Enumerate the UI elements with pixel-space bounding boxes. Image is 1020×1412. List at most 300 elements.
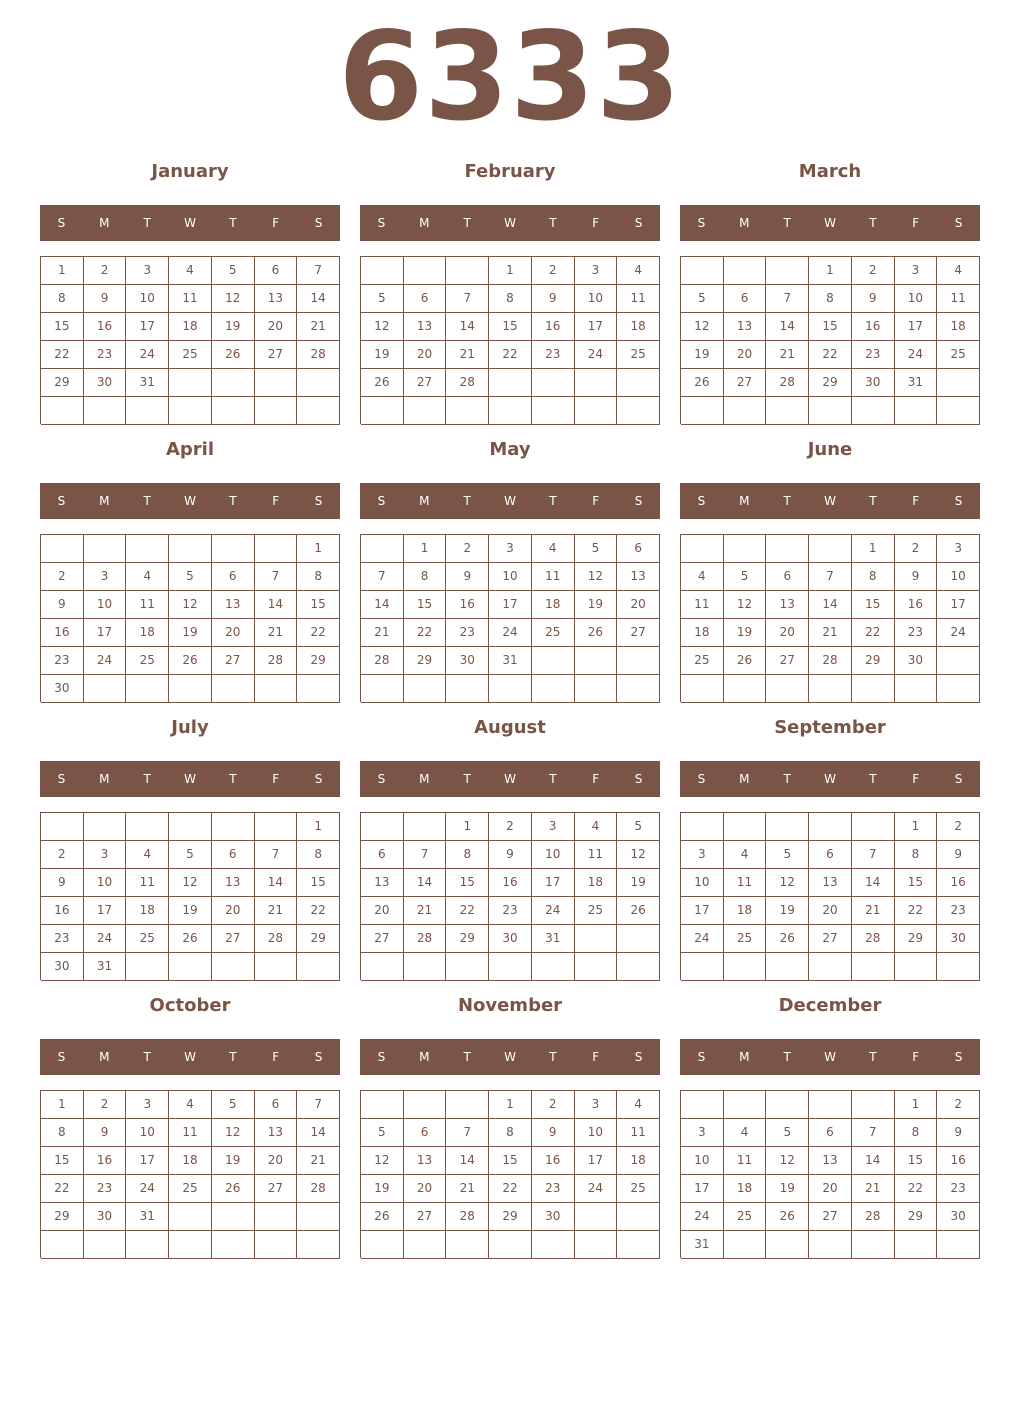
day-cell[interactable]: 8 [297, 841, 340, 869]
day-cell[interactable]: 5 [617, 813, 660, 841]
day-cell[interactable]: 2 [532, 1091, 575, 1119]
day-cell[interactable]: 17 [937, 591, 980, 619]
day-cell[interactable]: 11 [532, 563, 575, 591]
day-cell[interactable]: 31 [84, 953, 127, 981]
day-cell[interactable]: 11 [169, 285, 212, 313]
day-cell[interactable]: 11 [724, 1147, 767, 1175]
day-cell[interactable]: 23 [532, 341, 575, 369]
day-cell[interactable]: 18 [617, 1147, 660, 1175]
day-cell[interactable]: 26 [212, 1175, 255, 1203]
day-cell[interactable]: 14 [446, 313, 489, 341]
day-cell[interactable]: 5 [361, 1119, 404, 1147]
day-cell[interactable]: 30 [446, 647, 489, 675]
day-cell[interactable]: 29 [41, 1203, 84, 1231]
day-cell[interactable]: 9 [41, 869, 84, 897]
day-cell[interactable]: 29 [404, 647, 447, 675]
day-cell[interactable]: 1 [446, 813, 489, 841]
day-cell[interactable]: 25 [724, 925, 767, 953]
day-cell[interactable]: 4 [575, 813, 618, 841]
day-cell[interactable]: 13 [809, 869, 852, 897]
day-cell[interactable]: 21 [297, 313, 340, 341]
day-cell[interactable]: 1 [895, 813, 938, 841]
day-cell[interactable]: 23 [937, 1175, 980, 1203]
day-cell[interactable]: 28 [852, 1203, 895, 1231]
day-cell[interactable]: 23 [937, 897, 980, 925]
day-cell[interactable]: 8 [297, 563, 340, 591]
day-cell[interactable]: 9 [937, 1119, 980, 1147]
day-cell[interactable]: 8 [41, 285, 84, 313]
day-cell[interactable]: 2 [84, 1091, 127, 1119]
day-cell[interactable]: 22 [895, 897, 938, 925]
day-cell[interactable]: 31 [126, 369, 169, 397]
day-cell[interactable]: 4 [169, 257, 212, 285]
day-cell[interactable]: 22 [404, 619, 447, 647]
day-cell[interactable]: 1 [895, 1091, 938, 1119]
day-cell[interactable]: 11 [169, 1119, 212, 1147]
day-cell[interactable]: 16 [84, 313, 127, 341]
day-cell[interactable]: 12 [169, 591, 212, 619]
day-cell[interactable]: 22 [41, 341, 84, 369]
day-cell[interactable]: 21 [255, 897, 298, 925]
day-cell[interactable]: 14 [446, 1147, 489, 1175]
day-cell[interactable]: 23 [489, 897, 532, 925]
day-cell[interactable]: 13 [724, 313, 767, 341]
day-cell[interactable]: 19 [681, 341, 724, 369]
day-cell[interactable]: 10 [489, 563, 532, 591]
day-cell[interactable]: 8 [489, 285, 532, 313]
day-cell[interactable]: 10 [84, 869, 127, 897]
day-cell[interactable]: 24 [84, 925, 127, 953]
day-cell[interactable]: 19 [766, 897, 809, 925]
day-cell[interactable]: 13 [361, 869, 404, 897]
day-cell[interactable]: 20 [809, 897, 852, 925]
day-cell[interactable]: 6 [809, 841, 852, 869]
day-cell[interactable]: 19 [169, 897, 212, 925]
day-cell[interactable]: 28 [361, 647, 404, 675]
day-cell[interactable]: 7 [255, 563, 298, 591]
day-cell[interactable]: 15 [895, 869, 938, 897]
day-cell[interactable]: 20 [212, 897, 255, 925]
day-cell[interactable]: 1 [852, 535, 895, 563]
day-cell[interactable]: 5 [169, 563, 212, 591]
day-cell[interactable]: 28 [404, 925, 447, 953]
day-cell[interactable]: 29 [297, 647, 340, 675]
day-cell[interactable]: 26 [766, 925, 809, 953]
day-cell[interactable]: 3 [575, 1091, 618, 1119]
day-cell[interactable]: 26 [766, 1203, 809, 1231]
day-cell[interactable]: 4 [681, 563, 724, 591]
day-cell[interactable]: 7 [297, 1091, 340, 1119]
day-cell[interactable]: 21 [446, 1175, 489, 1203]
day-cell[interactable]: 1 [41, 257, 84, 285]
day-cell[interactable]: 7 [852, 1119, 895, 1147]
day-cell[interactable]: 23 [532, 1175, 575, 1203]
day-cell[interactable]: 7 [361, 563, 404, 591]
day-cell[interactable]: 13 [404, 1147, 447, 1175]
day-cell[interactable]: 3 [84, 841, 127, 869]
day-cell[interactable]: 26 [361, 1203, 404, 1231]
day-cell[interactable]: 27 [212, 647, 255, 675]
day-cell[interactable]: 6 [404, 1119, 447, 1147]
day-cell[interactable]: 2 [489, 813, 532, 841]
day-cell[interactable]: 2 [895, 535, 938, 563]
day-cell[interactable]: 29 [852, 647, 895, 675]
day-cell[interactable]: 11 [617, 285, 660, 313]
day-cell[interactable]: 26 [212, 341, 255, 369]
day-cell[interactable]: 20 [724, 341, 767, 369]
day-cell[interactable]: 13 [212, 591, 255, 619]
day-cell[interactable]: 23 [84, 1175, 127, 1203]
day-cell[interactable]: 1 [404, 535, 447, 563]
day-cell[interactable]: 2 [41, 563, 84, 591]
day-cell[interactable]: 27 [361, 925, 404, 953]
day-cell[interactable]: 27 [724, 369, 767, 397]
day-cell[interactable]: 1 [489, 1091, 532, 1119]
day-cell[interactable]: 19 [575, 591, 618, 619]
day-cell[interactable]: 19 [724, 619, 767, 647]
day-cell[interactable]: 29 [809, 369, 852, 397]
day-cell[interactable]: 25 [126, 647, 169, 675]
day-cell[interactable]: 14 [297, 1119, 340, 1147]
day-cell[interactable]: 30 [937, 925, 980, 953]
day-cell[interactable]: 16 [895, 591, 938, 619]
day-cell[interactable]: 6 [255, 1091, 298, 1119]
day-cell[interactable]: 21 [766, 341, 809, 369]
day-cell[interactable]: 18 [724, 1175, 767, 1203]
day-cell[interactable]: 11 [126, 869, 169, 897]
day-cell[interactable]: 18 [169, 313, 212, 341]
day-cell[interactable]: 27 [809, 925, 852, 953]
day-cell[interactable]: 16 [532, 1147, 575, 1175]
day-cell[interactable]: 20 [617, 591, 660, 619]
day-cell[interactable]: 30 [84, 1203, 127, 1231]
day-cell[interactable]: 12 [212, 285, 255, 313]
day-cell[interactable]: 17 [575, 1147, 618, 1175]
day-cell[interactable]: 2 [446, 535, 489, 563]
day-cell[interactable]: 2 [532, 257, 575, 285]
day-cell[interactable]: 9 [532, 1119, 575, 1147]
day-cell[interactable]: 24 [937, 619, 980, 647]
day-cell[interactable]: 4 [937, 257, 980, 285]
day-cell[interactable]: 1 [489, 257, 532, 285]
day-cell[interactable]: 16 [41, 619, 84, 647]
day-cell[interactable]: 6 [617, 535, 660, 563]
day-cell[interactable]: 22 [297, 897, 340, 925]
day-cell[interactable]: 14 [255, 869, 298, 897]
day-cell[interactable]: 3 [681, 841, 724, 869]
day-cell[interactable]: 7 [446, 285, 489, 313]
day-cell[interactable]: 26 [681, 369, 724, 397]
day-cell[interactable]: 31 [532, 925, 575, 953]
day-cell[interactable]: 6 [212, 563, 255, 591]
day-cell[interactable]: 3 [126, 257, 169, 285]
day-cell[interactable]: 21 [852, 897, 895, 925]
day-cell[interactable]: 8 [895, 841, 938, 869]
day-cell[interactable]: 9 [852, 285, 895, 313]
day-cell[interactable]: 5 [169, 841, 212, 869]
day-cell[interactable]: 28 [255, 647, 298, 675]
day-cell[interactable]: 16 [489, 869, 532, 897]
day-cell[interactable]: 4 [532, 535, 575, 563]
day-cell[interactable]: 24 [126, 1175, 169, 1203]
day-cell[interactable]: 24 [126, 341, 169, 369]
day-cell[interactable]: 14 [852, 869, 895, 897]
day-cell[interactable]: 30 [852, 369, 895, 397]
day-cell[interactable]: 28 [297, 341, 340, 369]
day-cell[interactable]: 20 [404, 1175, 447, 1203]
day-cell[interactable]: 10 [937, 563, 980, 591]
day-cell[interactable]: 14 [852, 1147, 895, 1175]
day-cell[interactable]: 15 [446, 869, 489, 897]
day-cell[interactable]: 8 [809, 285, 852, 313]
day-cell[interactable]: 16 [532, 313, 575, 341]
day-cell[interactable]: 31 [895, 369, 938, 397]
day-cell[interactable]: 8 [446, 841, 489, 869]
day-cell[interactable]: 3 [895, 257, 938, 285]
day-cell[interactable]: 5 [212, 257, 255, 285]
day-cell[interactable]: 25 [617, 1175, 660, 1203]
day-cell[interactable]: 20 [404, 341, 447, 369]
day-cell[interactable]: 15 [41, 313, 84, 341]
day-cell[interactable]: 12 [361, 313, 404, 341]
day-cell[interactable]: 8 [41, 1119, 84, 1147]
day-cell[interactable]: 3 [937, 535, 980, 563]
day-cell[interactable]: 31 [126, 1203, 169, 1231]
day-cell[interactable]: 30 [489, 925, 532, 953]
day-cell[interactable]: 21 [361, 619, 404, 647]
day-cell[interactable]: 14 [809, 591, 852, 619]
day-cell[interactable]: 15 [404, 591, 447, 619]
day-cell[interactable]: 17 [489, 591, 532, 619]
day-cell[interactable]: 12 [724, 591, 767, 619]
day-cell[interactable]: 13 [255, 1119, 298, 1147]
day-cell[interactable]: 29 [446, 925, 489, 953]
day-cell[interactable]: 12 [766, 1147, 809, 1175]
day-cell[interactable]: 20 [255, 1147, 298, 1175]
day-cell[interactable]: 16 [41, 897, 84, 925]
day-cell[interactable]: 19 [212, 313, 255, 341]
day-cell[interactable]: 17 [532, 869, 575, 897]
day-cell[interactable]: 31 [681, 1231, 724, 1259]
day-cell[interactable]: 15 [489, 313, 532, 341]
day-cell[interactable]: 24 [681, 925, 724, 953]
day-cell[interactable]: 4 [724, 841, 767, 869]
day-cell[interactable]: 4 [169, 1091, 212, 1119]
day-cell[interactable]: 1 [297, 813, 340, 841]
day-cell[interactable]: 20 [361, 897, 404, 925]
day-cell[interactable]: 9 [937, 841, 980, 869]
day-cell[interactable]: 21 [446, 341, 489, 369]
day-cell[interactable]: 6 [212, 841, 255, 869]
day-cell[interactable]: 6 [766, 563, 809, 591]
day-cell[interactable]: 2 [41, 841, 84, 869]
day-cell[interactable]: 18 [681, 619, 724, 647]
day-cell[interactable]: 12 [681, 313, 724, 341]
day-cell[interactable]: 14 [361, 591, 404, 619]
day-cell[interactable]: 21 [297, 1147, 340, 1175]
day-cell[interactable]: 30 [41, 953, 84, 981]
day-cell[interactable]: 15 [41, 1147, 84, 1175]
day-cell[interactable]: 13 [255, 285, 298, 313]
day-cell[interactable]: 15 [809, 313, 852, 341]
day-cell[interactable]: 5 [575, 535, 618, 563]
day-cell[interactable]: 28 [852, 925, 895, 953]
day-cell[interactable]: 17 [126, 1147, 169, 1175]
day-cell[interactable]: 4 [724, 1119, 767, 1147]
day-cell[interactable]: 25 [937, 341, 980, 369]
day-cell[interactable]: 24 [532, 897, 575, 925]
day-cell[interactable]: 10 [532, 841, 575, 869]
day-cell[interactable]: 11 [681, 591, 724, 619]
day-cell[interactable]: 15 [489, 1147, 532, 1175]
day-cell[interactable]: 10 [126, 285, 169, 313]
day-cell[interactable]: 2 [937, 813, 980, 841]
day-cell[interactable]: 22 [489, 1175, 532, 1203]
day-cell[interactable]: 11 [126, 591, 169, 619]
day-cell[interactable]: 27 [255, 1175, 298, 1203]
day-cell[interactable]: 11 [937, 285, 980, 313]
day-cell[interactable]: 31 [489, 647, 532, 675]
day-cell[interactable]: 15 [297, 869, 340, 897]
day-cell[interactable]: 10 [84, 591, 127, 619]
day-cell[interactable]: 3 [575, 257, 618, 285]
day-cell[interactable]: 21 [852, 1175, 895, 1203]
day-cell[interactable]: 7 [446, 1119, 489, 1147]
day-cell[interactable]: 30 [41, 675, 84, 703]
day-cell[interactable]: 25 [617, 341, 660, 369]
day-cell[interactable]: 2 [937, 1091, 980, 1119]
day-cell[interactable]: 22 [297, 619, 340, 647]
day-cell[interactable]: 10 [575, 1119, 618, 1147]
day-cell[interactable]: 28 [766, 369, 809, 397]
day-cell[interactable]: 18 [126, 619, 169, 647]
day-cell[interactable]: 23 [895, 619, 938, 647]
day-cell[interactable]: 16 [446, 591, 489, 619]
day-cell[interactable]: 20 [255, 313, 298, 341]
day-cell[interactable]: 1 [809, 257, 852, 285]
day-cell[interactable]: 21 [809, 619, 852, 647]
day-cell[interactable]: 13 [404, 313, 447, 341]
day-cell[interactable]: 17 [681, 897, 724, 925]
day-cell[interactable]: 5 [766, 841, 809, 869]
day-cell[interactable]: 25 [169, 341, 212, 369]
day-cell[interactable]: 18 [724, 897, 767, 925]
day-cell[interactable]: 27 [766, 647, 809, 675]
day-cell[interactable]: 3 [681, 1119, 724, 1147]
day-cell[interactable]: 29 [895, 1203, 938, 1231]
day-cell[interactable]: 28 [446, 369, 489, 397]
day-cell[interactable]: 9 [84, 285, 127, 313]
day-cell[interactable]: 14 [766, 313, 809, 341]
day-cell[interactable]: 21 [404, 897, 447, 925]
day-cell[interactable]: 10 [681, 869, 724, 897]
day-cell[interactable]: 3 [489, 535, 532, 563]
day-cell[interactable]: 22 [489, 341, 532, 369]
day-cell[interactable]: 15 [895, 1147, 938, 1175]
day-cell[interactable]: 9 [41, 591, 84, 619]
day-cell[interactable]: 8 [404, 563, 447, 591]
day-cell[interactable]: 30 [84, 369, 127, 397]
day-cell[interactable]: 4 [126, 563, 169, 591]
day-cell[interactable]: 12 [361, 1147, 404, 1175]
day-cell[interactable]: 8 [895, 1119, 938, 1147]
day-cell[interactable]: 13 [766, 591, 809, 619]
day-cell[interactable]: 7 [297, 257, 340, 285]
day-cell[interactable]: 17 [84, 619, 127, 647]
day-cell[interactable]: 5 [724, 563, 767, 591]
day-cell[interactable]: 18 [575, 869, 618, 897]
day-cell[interactable]: 27 [617, 619, 660, 647]
day-cell[interactable]: 24 [575, 1175, 618, 1203]
day-cell[interactable]: 26 [575, 619, 618, 647]
day-cell[interactable]: 15 [297, 591, 340, 619]
day-cell[interactable]: 2 [852, 257, 895, 285]
day-cell[interactable]: 15 [852, 591, 895, 619]
day-cell[interactable]: 12 [766, 869, 809, 897]
day-cell[interactable]: 30 [895, 647, 938, 675]
day-cell[interactable]: 24 [489, 619, 532, 647]
day-cell[interactable]: 10 [681, 1147, 724, 1175]
day-cell[interactable]: 29 [41, 369, 84, 397]
day-cell[interactable]: 6 [255, 257, 298, 285]
day-cell[interactable]: 27 [255, 341, 298, 369]
day-cell[interactable]: 26 [169, 647, 212, 675]
day-cell[interactable]: 17 [84, 897, 127, 925]
day-cell[interactable]: 23 [41, 647, 84, 675]
day-cell[interactable]: 11 [575, 841, 618, 869]
day-cell[interactable]: 12 [617, 841, 660, 869]
day-cell[interactable]: 23 [446, 619, 489, 647]
day-cell[interactable]: 27 [809, 1203, 852, 1231]
day-cell[interactable]: 13 [617, 563, 660, 591]
day-cell[interactable]: 18 [126, 897, 169, 925]
day-cell[interactable]: 12 [212, 1119, 255, 1147]
day-cell[interactable]: 26 [724, 647, 767, 675]
day-cell[interactable]: 29 [297, 925, 340, 953]
day-cell[interactable]: 27 [404, 1203, 447, 1231]
day-cell[interactable]: 9 [446, 563, 489, 591]
day-cell[interactable]: 18 [532, 591, 575, 619]
day-cell[interactable]: 6 [724, 285, 767, 313]
day-cell[interactable]: 28 [255, 925, 298, 953]
day-cell[interactable]: 24 [84, 647, 127, 675]
day-cell[interactable]: 7 [852, 841, 895, 869]
day-cell[interactable]: 7 [255, 841, 298, 869]
day-cell[interactable]: 20 [809, 1175, 852, 1203]
day-cell[interactable]: 25 [681, 647, 724, 675]
day-cell[interactable]: 1 [297, 535, 340, 563]
day-cell[interactable]: 22 [41, 1175, 84, 1203]
day-cell[interactable]: 4 [617, 1091, 660, 1119]
day-cell[interactable]: 28 [297, 1175, 340, 1203]
day-cell[interactable]: 14 [297, 285, 340, 313]
day-cell[interactable]: 6 [809, 1119, 852, 1147]
day-cell[interactable]: 2 [84, 257, 127, 285]
day-cell[interactable]: 26 [361, 369, 404, 397]
day-cell[interactable]: 24 [575, 341, 618, 369]
day-cell[interactable]: 13 [809, 1147, 852, 1175]
day-cell[interactable]: 5 [212, 1091, 255, 1119]
day-cell[interactable]: 11 [724, 869, 767, 897]
day-cell[interactable]: 10 [126, 1119, 169, 1147]
day-cell[interactable]: 3 [126, 1091, 169, 1119]
day-cell[interactable]: 22 [852, 619, 895, 647]
day-cell[interactable]: 23 [852, 341, 895, 369]
day-cell[interactable]: 27 [212, 925, 255, 953]
day-cell[interactable]: 19 [766, 1175, 809, 1203]
day-cell[interactable]: 22 [809, 341, 852, 369]
day-cell[interactable]: 5 [681, 285, 724, 313]
